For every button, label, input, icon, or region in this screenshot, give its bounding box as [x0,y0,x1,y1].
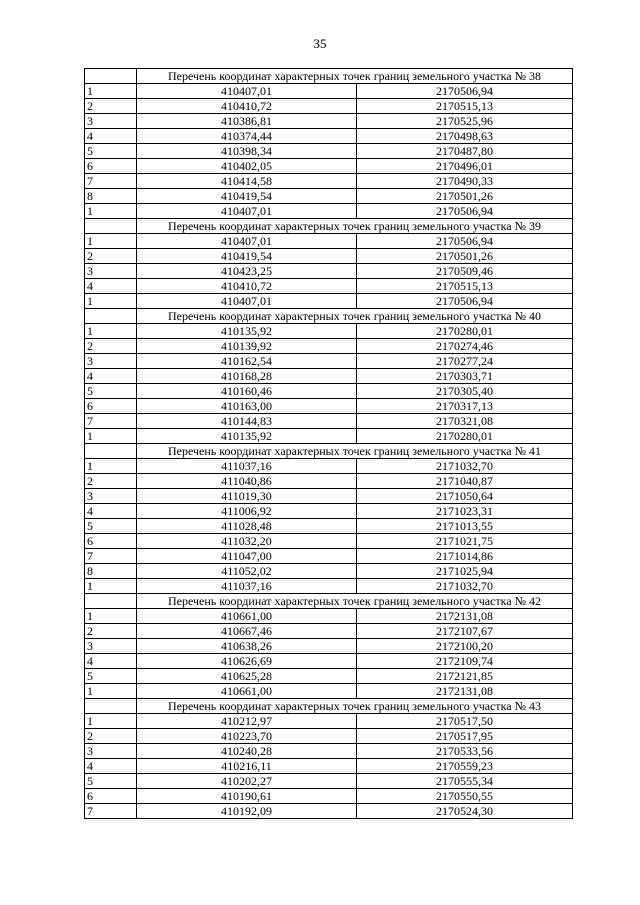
x-coordinate-cell: 410139,92 [137,339,357,354]
x-coordinate-cell: 410374,44 [137,129,357,144]
y-coordinate-cell: 2170490,33 [357,174,573,189]
table-row [85,519,573,534]
table-row [85,549,573,564]
point-number-cell: 6 [85,399,137,414]
y-coordinate-cell: 2170277,24 [357,354,573,369]
table-row [85,114,573,129]
section-header-row [85,699,573,714]
y-coordinate-cell: 2171025,94 [357,564,573,579]
x-coordinate-cell: 410414,58 [137,174,357,189]
section-header-blank-cell [85,444,137,459]
y-coordinate-cell: 2170555,34 [357,774,573,789]
x-coordinate-cell: 410144,83 [137,414,357,429]
section-title: Перечень координат характерных точек границ земельного участка № 41 [137,444,573,459]
table-row [85,204,573,219]
coordinates-table-body [85,69,573,819]
point-number-cell: 4 [85,369,137,384]
point-number-cell: 4 [85,654,137,669]
table-row [85,174,573,189]
y-coordinate-cell: 2170280,01 [357,324,573,339]
table-row [85,279,573,294]
x-coordinate-cell: 411037,16 [137,579,357,594]
x-coordinate-cell: 410407,01 [137,234,357,249]
table-row [85,684,573,699]
y-coordinate-cell: 2172107,67 [357,624,573,639]
point-number-cell: 2 [85,99,137,114]
point-number-cell: 8 [85,189,137,204]
section-title: Перечень координат характерных точек границ земельного участка № 42 [137,594,573,609]
point-number-cell: 4 [85,279,137,294]
table-row [85,729,573,744]
table-row [85,759,573,774]
section-header-blank-cell [85,309,137,324]
y-coordinate-cell: 2171013,55 [357,519,573,534]
y-coordinate-cell: 2170525,96 [357,114,573,129]
table-row [85,399,573,414]
point-number-cell: 1 [85,84,137,99]
x-coordinate-cell: 410626,69 [137,654,357,669]
table-row [85,774,573,789]
y-coordinate-cell: 2172100,20 [357,639,573,654]
x-coordinate-cell: 410667,46 [137,624,357,639]
y-coordinate-cell: 2170487,80 [357,144,573,159]
table-row [85,639,573,654]
x-coordinate-cell: 410398,34 [137,144,357,159]
x-coordinate-cell: 411040,86 [137,474,357,489]
table-row [85,264,573,279]
point-number-cell: 1 [85,294,137,309]
point-number-cell: 4 [85,129,137,144]
table-row [85,504,573,519]
y-coordinate-cell: 2170559,23 [357,759,573,774]
table-row [85,159,573,174]
x-coordinate-cell: 410216,11 [137,759,357,774]
y-coordinate-cell: 2170524,30 [357,804,573,819]
x-coordinate-cell: 411028,48 [137,519,357,534]
point-number-cell: 1 [85,459,137,474]
y-coordinate-cell: 2170509,46 [357,264,573,279]
table-row [85,429,573,444]
y-coordinate-cell: 2170517,50 [357,714,573,729]
x-coordinate-cell: 410410,72 [137,279,357,294]
point-number-cell: 6 [85,159,137,174]
point-number-cell: 7 [85,549,137,564]
point-number-cell: 3 [85,489,137,504]
x-coordinate-cell: 410202,27 [137,774,357,789]
point-number-cell: 2 [85,249,137,264]
point-number-cell: 1 [85,234,137,249]
point-number-cell: 5 [85,774,137,789]
x-coordinate-cell: 410625,28 [137,669,357,684]
y-coordinate-cell: 2170506,94 [357,234,573,249]
table-row [85,474,573,489]
x-coordinate-cell: 410162,54 [137,354,357,369]
section-header-row [85,309,573,324]
x-coordinate-cell: 411019,30 [137,489,357,504]
table-row [85,84,573,99]
table-row [85,609,573,624]
y-coordinate-cell: 2172131,08 [357,684,573,699]
point-number-cell: 4 [85,759,137,774]
point-number-cell: 1 [85,429,137,444]
table-row [85,459,573,474]
section-title: Перечень координат характерных точек границ земельного участка № 38 [137,69,573,84]
section-header-blank-cell [85,699,137,714]
y-coordinate-cell: 2170517,95 [357,729,573,744]
table-row [85,339,573,354]
point-number-cell: 3 [85,744,137,759]
point-number-cell: 1 [85,324,137,339]
point-number-cell: 1 [85,714,137,729]
point-number-cell: 3 [85,264,137,279]
point-number-cell: 4 [85,504,137,519]
x-coordinate-cell: 411032,20 [137,534,357,549]
x-coordinate-cell: 410407,01 [137,294,357,309]
section-header-row [85,444,573,459]
point-number-cell: 7 [85,174,137,189]
y-coordinate-cell: 2172131,08 [357,609,573,624]
x-coordinate-cell: 410135,92 [137,429,357,444]
x-coordinate-cell: 410163,00 [137,399,357,414]
y-coordinate-cell: 2170303,71 [357,369,573,384]
section-header-row [85,594,573,609]
point-number-cell: 5 [85,384,137,399]
table-row [85,144,573,159]
y-coordinate-cell: 2170305,40 [357,384,573,399]
x-coordinate-cell: 410661,00 [137,609,357,624]
y-coordinate-cell: 2170321,08 [357,414,573,429]
point-number-cell: 2 [85,339,137,354]
y-coordinate-cell: 2170550,55 [357,789,573,804]
y-coordinate-cell: 2171032,70 [357,579,573,594]
y-coordinate-cell: 2172109,74 [357,654,573,669]
x-coordinate-cell: 410419,54 [137,189,357,204]
x-coordinate-cell: 410240,28 [137,744,357,759]
table-row [85,534,573,549]
table-row [85,654,573,669]
x-coordinate-cell: 410212,97 [137,714,357,729]
page-number: 35 [313,36,327,51]
point-number-cell: 8 [85,564,137,579]
table-row [85,189,573,204]
coordinates-table [84,68,573,819]
y-coordinate-cell: 2170280,01 [357,429,573,444]
y-coordinate-cell: 2171021,75 [357,534,573,549]
y-coordinate-cell: 2172121,85 [357,669,573,684]
point-number-cell: 7 [85,804,137,819]
table-row [85,414,573,429]
x-coordinate-cell: 410168,28 [137,369,357,384]
point-number-cell: 1 [85,684,137,699]
section-header-row [85,69,573,84]
y-coordinate-cell: 2170533,56 [357,744,573,759]
y-coordinate-cell: 2170501,26 [357,249,573,264]
x-coordinate-cell: 411052,02 [137,564,357,579]
table-row [85,804,573,819]
x-coordinate-cell: 410192,09 [137,804,357,819]
y-coordinate-cell: 2171032,70 [357,459,573,474]
y-coordinate-cell: 2170317,13 [357,399,573,414]
point-number-cell: 5 [85,144,137,159]
x-coordinate-cell: 410135,92 [137,324,357,339]
point-number-cell: 3 [85,639,137,654]
section-header-row [85,219,573,234]
y-coordinate-cell: 2170515,13 [357,279,573,294]
section-title: Перечень координат характерных точек границ земельного участка № 43 [137,699,573,714]
table-row [85,324,573,339]
y-coordinate-cell: 2171014,86 [357,549,573,564]
y-coordinate-cell: 2170274,46 [357,339,573,354]
x-coordinate-cell: 410386,81 [137,114,357,129]
y-coordinate-cell: 2170498,63 [357,129,573,144]
y-coordinate-cell: 2170496,01 [357,159,573,174]
table-row [85,369,573,384]
point-number-cell: 6 [85,534,137,549]
table-row [85,129,573,144]
point-number-cell: 3 [85,354,137,369]
x-coordinate-cell: 411006,92 [137,504,357,519]
table-row [85,294,573,309]
x-coordinate-cell: 410407,01 [137,84,357,99]
point-number-cell: 1 [85,579,137,594]
table-row [85,669,573,684]
table-row [85,714,573,729]
y-coordinate-cell: 2171040,87 [357,474,573,489]
x-coordinate-cell: 410190,61 [137,789,357,804]
y-coordinate-cell: 2171050,64 [357,489,573,504]
y-coordinate-cell: 2170515,13 [357,99,573,114]
table-row [85,564,573,579]
table-row [85,579,573,594]
point-number-cell: 5 [85,669,137,684]
y-coordinate-cell: 2170506,94 [357,84,573,99]
x-coordinate-cell: 410160,46 [137,384,357,399]
point-number-cell: 2 [85,624,137,639]
section-header-blank-cell [85,219,137,234]
x-coordinate-cell: 410419,54 [137,249,357,264]
x-coordinate-cell: 410410,72 [137,99,357,114]
table-row [85,489,573,504]
point-number-cell: 5 [85,519,137,534]
x-coordinate-cell: 410661,00 [137,684,357,699]
x-coordinate-cell: 411047,00 [137,549,357,564]
x-coordinate-cell: 410423,25 [137,264,357,279]
section-title: Перечень координат характерных точек границ земельного участка № 40 [137,309,573,324]
section-title: Перечень координат характерных точек границ земельного участка № 39 [137,219,573,234]
point-number-cell: 3 [85,114,137,129]
y-coordinate-cell: 2170506,94 [357,294,573,309]
x-coordinate-cell: 410638,26 [137,639,357,654]
y-coordinate-cell: 2171023,31 [357,504,573,519]
table-row [85,234,573,249]
table-row [85,384,573,399]
table-row [85,624,573,639]
x-coordinate-cell: 411037,16 [137,459,357,474]
table-row [85,789,573,804]
section-header-blank-cell [85,69,137,84]
table-row [85,744,573,759]
x-coordinate-cell: 410402,05 [137,159,357,174]
point-number-cell: 7 [85,414,137,429]
point-number-cell: 2 [85,729,137,744]
point-number-cell: 1 [85,204,137,219]
table-row [85,249,573,264]
x-coordinate-cell: 410407,01 [137,204,357,219]
x-coordinate-cell: 410223,70 [137,729,357,744]
point-number-cell: 1 [85,609,137,624]
table-row [85,99,573,114]
point-number-cell: 6 [85,789,137,804]
y-coordinate-cell: 2170501,26 [357,189,573,204]
point-number-cell: 2 [85,474,137,489]
section-header-blank-cell [85,594,137,609]
table-row [85,354,573,369]
y-coordinate-cell: 2170506,94 [357,204,573,219]
